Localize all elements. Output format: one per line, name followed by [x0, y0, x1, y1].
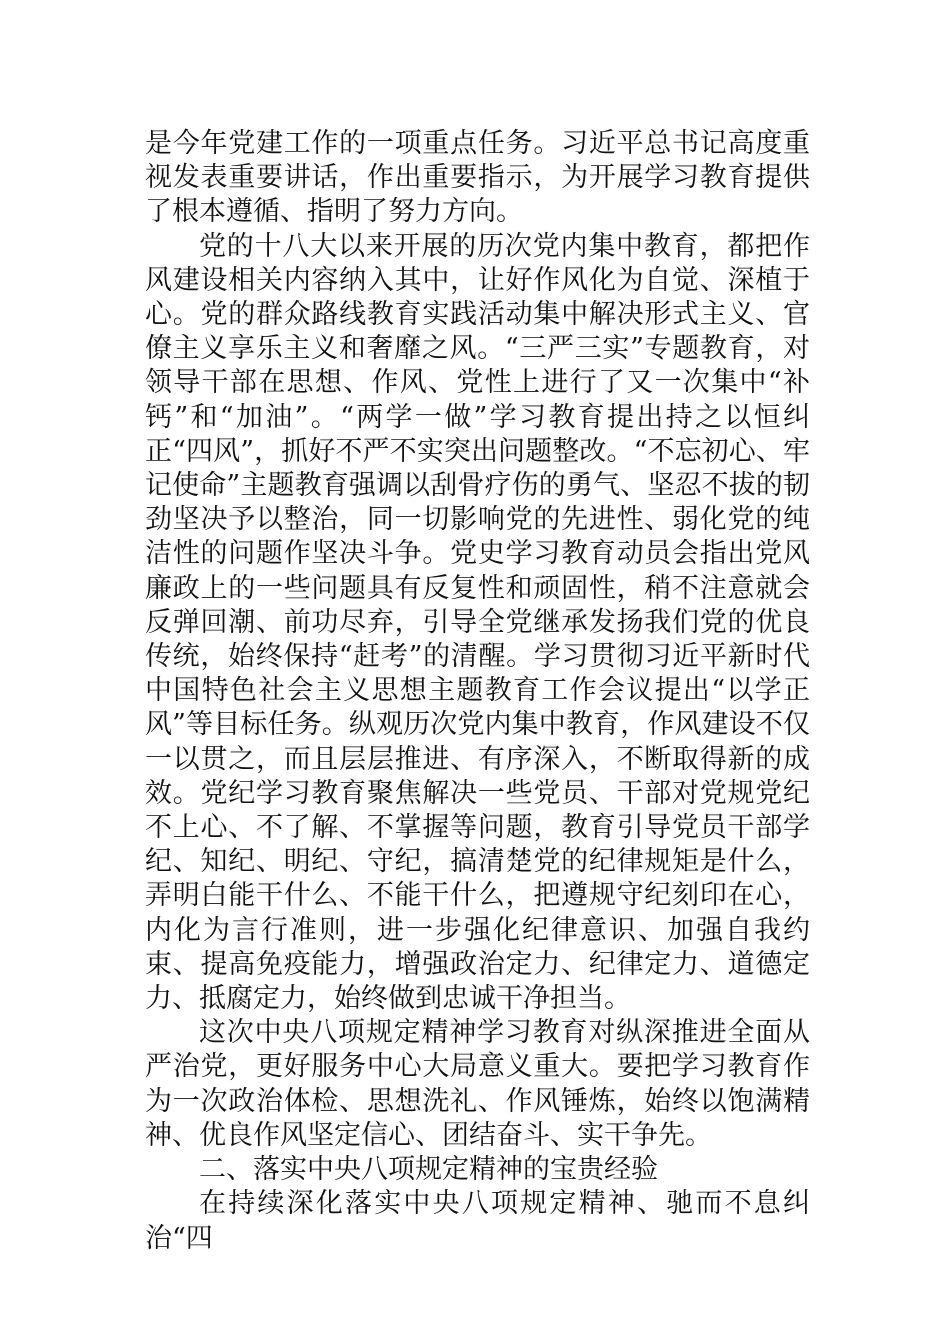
paragraph-continuation: 是今年党建工作的一项重点任务。习近平总书记高度重视发表重要讲话，作出重要指示，为开展学习教育提供了根本遵循、指明了努力方向。 — [145, 128, 810, 228]
paragraph-history-education: 党的十八大以来开展的历次党内集中教育，都把作风建设相关内容纳入其中，让好作风化为自觉、深植于心。党的群众路线教育实践活动集中解决形式主义、官僚主义享乐主义和奢靡之风。“三严三实”专题教育，对领导干部在思想、作风、党性上进行了又一次集中“补钙”和“加油”。“两学一做”学习教育提出持之以恒纠正“四风”，抓好不严不实突出问题整改。“不忘初心、牢记使命”主题教育强调以刮骨疗伤的勇气、坚忍不拔的韧劲坚决予以整治，同一切影响党的先进性、弱化党的纯洁性的问题作坚决斗争。党史学习教育动员会指出党风廉政上的一些问题具有反复性和顽固性，稍不注意就会反弹回潮、前功尽弃，引导全党继承发扬我们党的优良传统，始终保持“赶考”的清醒。学习贯彻习近平新时代中国特色社会主义思想主题教育工作会议提出“以学正风”等目标任务。纵观历次党内集中教育，作风建设不仅一以贯之，而且层层推进、有序深入，不断取得新的成效。党纪学习教育聚焦解决一些党员、干部对党规党纪不上心、不了解、不掌握等问题，教育引导党员干部学纪、知纪、明纪、守纪，搞清楚党的纪律规矩是什么，弄明白能干什么、不能干什么，把遵规守纪刻印在心，内化为言行准则，进一步强化纪律意识、加强自我约束、提高免疫能力，增强政治定力、纪律定力、道德定力、抵腐定力，始终做到忠诚干净担当。 — [145, 230, 810, 1015]
document-page — [145, 127, 810, 1256]
paragraph-current-education: 这次中央八项规定精神学习教育对纵深推进全面从严治党，更好服务中心大局意义重大。要把学习教育作为一次政治体检、思想洗礼、作风锤炼，始终以饱满精神、优良作风坚定信心、团结奋斗、实干争先。 — [145, 1017, 810, 1151]
section-heading: 二、落实中央八项规定精神的宝贵经验 — [199, 1154, 658, 1186]
paragraph-final: 在持续深化落实中央八项规定精神、驰而不息纠治“四 — [145, 1188, 810, 1254]
